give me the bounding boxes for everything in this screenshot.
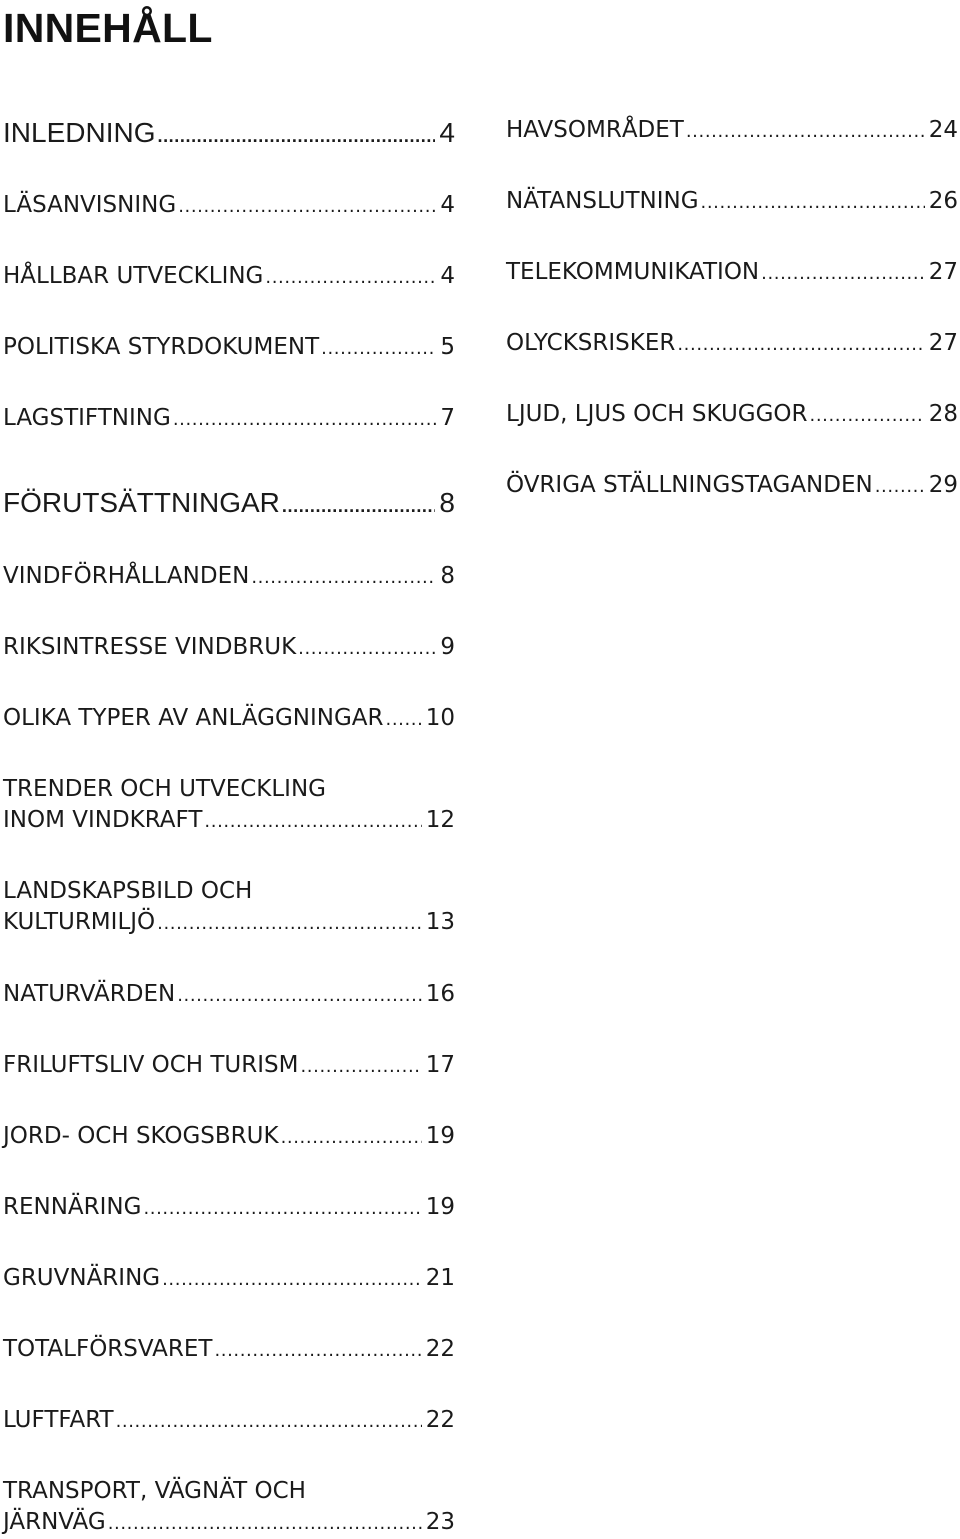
toc-page-number: 22 [425,1407,455,1433]
toc-page-number: 23 [425,1509,455,1535]
dot-leader [282,490,436,522]
toc-entry-label: JORD- OCH SKOGSBRUK [3,1123,279,1149]
dot-leader [300,1051,421,1082]
toc-entry-totalforsvaret[interactable] [3,1334,455,1366]
dot-leader [177,980,422,1011]
toc-entry-label-continued: JÄRNVÄG [3,1509,106,1535]
toc-entry-inledning[interactable] [3,117,455,152]
toc-entry-olycksrisker[interactable] [506,328,958,360]
dot-leader [204,806,421,837]
dot-leader [677,329,924,360]
toc-entry-friluftsliv[interactable] [3,1050,455,1082]
dot-leader [162,1264,422,1295]
dot-leader [686,116,925,147]
toc-page-number: 7 [440,405,455,431]
toc-entry-label: HÅLLBAR UTVECKLING [3,263,264,289]
toc-page-number: 4 [440,263,455,289]
toc-entry-label: TRENDER OCH UTVECKLING [3,776,326,802]
toc-entry-telekommunikation[interactable] [506,257,958,289]
dot-leader [108,1508,422,1539]
toc-entry-label: TRANSPORT, VÄGNÄT OCH [3,1478,306,1504]
toc-entry-label: TOTALFÖRSVARET [3,1336,213,1362]
dot-leader [173,404,437,435]
toc-page-number: 24 [928,117,958,143]
toc-page-number: 8 [439,487,455,518]
toc-entry-label: NÄTANSLUTNING [506,188,699,214]
dot-leader [701,187,925,218]
toc-entry-hallbar-utveckling[interactable] [3,261,455,293]
toc-entry-label: LÄSANVISNING [3,192,177,218]
toc-page-number: 5 [440,334,455,360]
dot-leader [875,471,925,502]
toc-entry-label-continued: INOM VINDKRAFT [3,807,203,833]
toc-page-number: 12 [425,807,455,833]
toc-page-number: 4 [440,192,455,218]
toc-entry-label: LUFTFART [3,1407,114,1433]
toc-entry-gruvnaring[interactable] [3,1263,455,1295]
toc-page-number: 13 [425,909,455,935]
toc-page-number: 17 [425,1052,455,1078]
dot-leader [321,333,436,364]
toc-entry-renn-aring[interactable] [3,1192,455,1224]
toc-entry-label: LAGSTIFTNING [3,405,171,431]
toc-entry-label: FRILUFTSLIV OCH TURISM [3,1052,299,1078]
dot-leader [281,1122,422,1153]
toc-entry-vindforhallanden[interactable] [3,561,455,593]
toc-entry-politiska-styrdokument[interactable] [3,332,455,364]
toc-entry-label: POLITISKA STYRDOKUMENT [3,334,320,360]
toc-entry-riksintresse-vindbruk[interactable] [3,632,455,664]
toc-page-number: 28 [928,401,958,427]
dot-leader [265,262,436,293]
toc-entry-ovriga-stallningstaganden[interactable] [506,470,958,502]
toc-entry-ljud-ljus-skuggor[interactable] [506,399,958,431]
dot-leader [298,633,436,664]
toc-page-number: 16 [425,981,455,1007]
toc-entry-olika-typer[interactable] [3,703,455,735]
toc-entry-jord-skogsbruk[interactable] [3,1121,455,1153]
toc-entry-havsomradet[interactable] [506,115,958,147]
dot-leader [214,1335,421,1366]
toc-entry-label: HAVSOMRÅDET [506,117,684,143]
toc-entry-forutsattningar[interactable] [3,487,455,522]
toc-page-number: 22 [425,1336,455,1362]
toc-entry-trender[interactable] [3,774,455,837]
toc-entry-label: OLYCKSRISKER [506,330,676,356]
dot-leader [761,258,925,289]
toc-entry-label: TELEKOMMUNIKATION [506,259,760,285]
toc-entry-landskapsbild[interactable] [3,876,455,939]
toc-page-number: 27 [928,259,958,285]
dot-leader [251,562,436,593]
toc-entry-label: LJUD, LJUS OCH SKUGGOR [506,401,808,427]
dot-leader [810,400,925,431]
toc-entry-label: RENNÄRING [3,1194,142,1220]
toc-page-number: 4 [439,117,455,148]
toc-entry-luftfart[interactable] [3,1405,455,1437]
toc-entry-label: ÖVRIGA STÄLLNINGSTAGANDEN [506,472,873,498]
dot-leader [116,1406,422,1437]
toc-entry-label: GRUVNÄRING [3,1265,161,1291]
dot-leader [157,120,435,152]
toc-page-number: 27 [928,330,958,356]
toc-entry-label: LANDSKAPSBILD OCH [3,878,253,904]
toc-page-number: 9 [440,634,455,660]
toc-page-number: 29 [928,472,958,498]
toc-entry-label: NATURVÄRDEN [3,981,176,1007]
toc-entry-label: INLEDNING [3,117,156,148]
dot-leader [157,908,422,939]
toc-page-number: 8 [440,563,455,589]
toc-entry-label: FÖRUTSÄTTNINGAR [3,487,280,518]
toc-page-number: 19 [425,1123,455,1149]
toc-page-number: 10 [425,705,455,731]
toc-entry-label-continued: KULTURMILJÖ [3,909,156,935]
toc-entry-label: RIKSINTRESSE VINDBRUK [3,634,297,660]
toc-entry-lagstiftning[interactable] [3,403,455,435]
toc-page-number: 21 [425,1265,455,1291]
toc-entry-natanslutning[interactable] [506,186,958,218]
toc-entry-transport[interactable] [3,1476,455,1539]
toc-entry-label: VINDFÖRHÅLLANDEN [3,563,250,589]
toc-entry-lasanvisning[interactable] [3,190,455,222]
dot-leader [143,1193,421,1224]
toc-entry-label: OLIKA TYPER AV ANLÄGGNINGAR [3,705,384,731]
dot-leader [386,704,422,735]
toc-entry-naturvarden[interactable] [3,979,455,1011]
page-title: INNEHÅLL [3,5,213,51]
toc-page-number: 26 [928,188,958,214]
toc-page-number: 19 [425,1194,455,1220]
dot-leader [178,191,436,222]
